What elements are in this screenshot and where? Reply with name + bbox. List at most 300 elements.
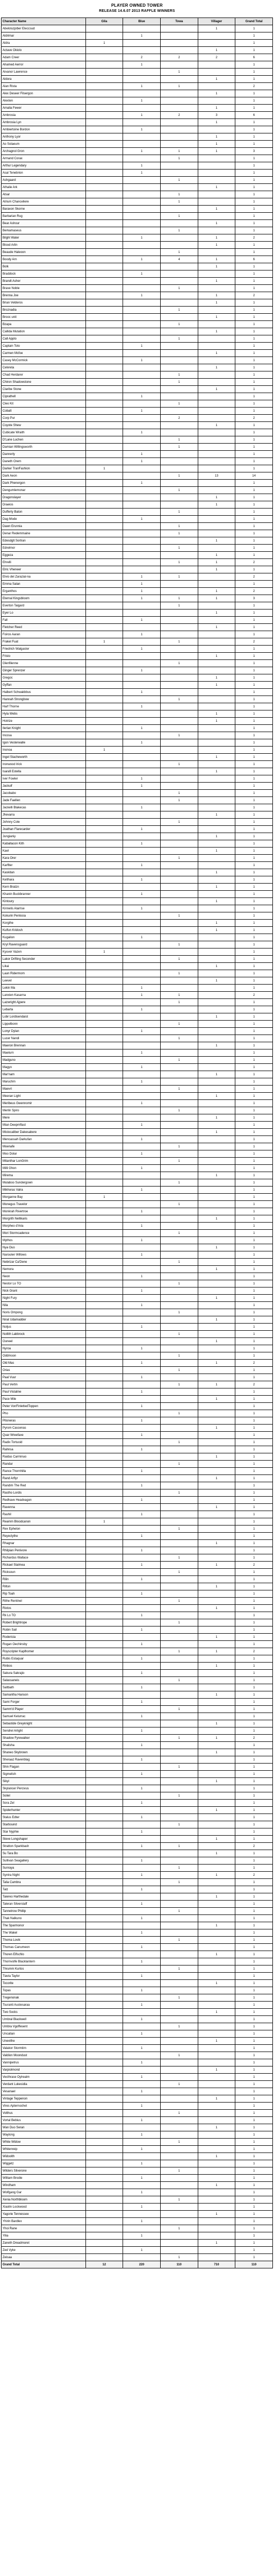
- cell-villager: [198, 357, 235, 364]
- cell-gila: [85, 371, 123, 379]
- table-row: [2, 609, 273, 617]
- cell-grand-total: 1: [235, 2146, 273, 2153]
- table-row: [2, 242, 273, 249]
- table-row: [2, 1764, 273, 1771]
- cell-blue: 1: [123, 1872, 161, 1879]
- table-row: [2, 1475, 273, 1482]
- cell-gila: [85, 2059, 123, 2066]
- cell-villager: [198, 509, 235, 516]
- cell-blue: [123, 379, 161, 386]
- cell-grand-total: 1: [235, 379, 273, 386]
- cell-character-name: Lazwright Ajpere: [2, 999, 86, 1006]
- cell-character-name: D'Lane Luchen: [2, 436, 86, 444]
- cell-towa: 1: [160, 2167, 198, 2175]
- cell-gila: [85, 2232, 123, 2240]
- table-row: [2, 1468, 273, 1475]
- cell-villager: 1: [198, 1836, 235, 1843]
- cell-character-name: Halbert Schwakbbus: [2, 689, 86, 696]
- cell-grand-total: 1: [235, 1446, 273, 1453]
- cell-character-name: Gyffan: [2, 682, 86, 689]
- cell-gila: [85, 177, 123, 184]
- cell-villager: [198, 530, 235, 537]
- grand-total-gila: 12: [85, 2261, 123, 2268]
- cell-gila: [85, 1800, 123, 1807]
- table-body: [2, 25, 273, 2261]
- table-row: [2, 494, 273, 501]
- cell-towa: [160, 1800, 198, 1807]
- cell-blue: 1: [123, 1843, 161, 1850]
- cell-villager: [198, 1497, 235, 1504]
- table-row: [2, 1569, 273, 1576]
- cell-blue: [123, 1172, 161, 1179]
- cell-gila: [85, 1828, 123, 1836]
- cell-grand-total: 1: [235, 2117, 273, 2124]
- cell-villager: [198, 2117, 235, 2124]
- cell-villager: 1: [198, 119, 235, 126]
- cell-character-name: Randar: [2, 1461, 86, 1468]
- table-row: [2, 162, 273, 170]
- cell-towa: [160, 674, 198, 682]
- cell-blue: [123, 2153, 161, 2160]
- cell-character-name: Joathan Flarecarder: [2, 826, 86, 833]
- table-row: [2, 1028, 273, 1035]
- cell-character-name: Maelurn: [2, 1049, 86, 1057]
- cell-gila: [85, 1439, 123, 1446]
- cell-gila: [85, 1562, 123, 1569]
- cell-villager: [198, 992, 235, 999]
- cell-grand-total: 1: [235, 833, 273, 840]
- cell-villager: 1: [198, 501, 235, 509]
- cell-villager: [198, 1078, 235, 1086]
- cell-villager: [198, 480, 235, 487]
- cell-character-name: Verdant Lukesidia: [2, 2081, 86, 2088]
- cell-villager: [198, 2247, 235, 2254]
- cell-grand-total: 1: [235, 530, 273, 537]
- cell-character-name: Ahamed Aerror: [2, 61, 86, 69]
- table-row: [2, 1749, 273, 1756]
- cell-grand-total: 1: [235, 2081, 273, 2088]
- cell-grand-total: 1: [235, 631, 273, 638]
- cell-villager: [198, 343, 235, 350]
- cell-towa: 1: [160, 1367, 198, 1374]
- cell-character-name: Saltbath: [2, 1684, 86, 1691]
- cell-towa: [160, 653, 198, 660]
- cell-villager: [198, 1821, 235, 1828]
- table-row: [2, 1280, 273, 1287]
- cell-character-name: Call Applo: [2, 335, 86, 343]
- cell-villager: [198, 1684, 235, 1691]
- cell-character-name: Mere: [2, 1114, 86, 1122]
- cell-character-name: Aldra: [2, 40, 86, 47]
- cell-gila: [85, 819, 123, 826]
- table-row: [2, 1684, 273, 1691]
- table-row: [2, 1814, 273, 1821]
- cell-blue: [123, 1922, 161, 1929]
- cell-grand-total: 1: [235, 40, 273, 47]
- cell-villager: 1: [198, 1295, 235, 1302]
- cell-gila: [85, 1771, 123, 1778]
- cell-towa: [160, 1720, 198, 1727]
- cell-character-name: Quar Wreefaxe: [2, 1432, 86, 1439]
- cell-grand-total: 1: [235, 1764, 273, 1771]
- cell-gila: [85, 1727, 123, 1735]
- cell-towa: [160, 703, 198, 710]
- cell-character-name: Frakel Fuat: [2, 638, 86, 646]
- cell-villager: 1: [198, 256, 235, 263]
- cell-gila: 1: [85, 465, 123, 472]
- table-row: [2, 335, 273, 343]
- cell-blue: [123, 422, 161, 429]
- cell-character-name: Rixtos: [2, 1605, 86, 1612]
- cell-character-name: Claribe Stone: [2, 386, 86, 393]
- cell-villager: 1: [198, 1071, 235, 1078]
- cell-blue: [123, 2139, 161, 2146]
- cell-towa: [160, 1612, 198, 1619]
- cell-gila: [85, 1814, 123, 1821]
- cell-grand-total: 1: [235, 1641, 273, 1648]
- cell-blue: [123, 1836, 161, 1843]
- cell-gila: [85, 1266, 123, 1273]
- cell-grand-total: 1: [235, 1598, 273, 1605]
- cell-gila: [85, 1295, 123, 1302]
- cell-towa: [160, 1244, 198, 1251]
- cell-towa: [160, 588, 198, 595]
- cell-villager: 1: [198, 2211, 235, 2218]
- cell-gila: [85, 133, 123, 141]
- table-row: [2, 985, 273, 992]
- cell-gila: [85, 1208, 123, 1215]
- cell-towa: [160, 891, 198, 898]
- cell-villager: 1: [198, 1951, 235, 1958]
- cell-villager: [198, 436, 235, 444]
- cell-towa: [160, 170, 198, 177]
- table-row: [2, 1093, 273, 1100]
- table-row: [2, 1316, 273, 1324]
- cell-gila: [85, 1973, 123, 1980]
- cell-villager: 1: [198, 494, 235, 501]
- cell-villager: [198, 855, 235, 862]
- table-row: [2, 1259, 273, 1266]
- cell-blue: [123, 1619, 161, 1626]
- cell-grand-total: 1: [235, 1987, 273, 1994]
- table-row: [2, 1576, 273, 1583]
- cell-gila: [85, 617, 123, 624]
- cell-gila: 1: [85, 40, 123, 47]
- cell-grand-total: 1: [235, 2131, 273, 2139]
- cell-character-name: Dag Mode: [2, 516, 86, 523]
- cell-character-name: Thornvolfe Blacklantern: [2, 1958, 86, 1965]
- cell-gila: [85, 1699, 123, 1706]
- table-row: [2, 1756, 273, 1764]
- cell-gila: [85, 833, 123, 840]
- cell-grand-total: 1: [235, 696, 273, 703]
- cell-grand-total: 1: [235, 876, 273, 884]
- cell-gila: [85, 307, 123, 314]
- cell-grand-total: 1: [235, 69, 273, 76]
- cell-gila: [85, 775, 123, 783]
- cell-villager: [198, 1526, 235, 1533]
- cell-towa: [160, 1360, 198, 1367]
- cell-gila: [85, 472, 123, 480]
- cell-gila: [85, 1374, 123, 1381]
- cell-grand-total: 1: [235, 1244, 273, 1251]
- cell-towa: 1: [160, 1107, 198, 1114]
- table-row: [2, 1251, 273, 1259]
- cell-towa: [160, 465, 198, 472]
- cell-villager: [198, 1973, 235, 1980]
- cell-grand-total: 1: [235, 1626, 273, 1634]
- cell-character-name: Skylancer Percivus: [2, 1785, 86, 1792]
- cell-grand-total: 1: [235, 516, 273, 523]
- table-row: [2, 1857, 273, 1865]
- cell-towa: [160, 739, 198, 747]
- cell-towa: 1: [160, 1489, 198, 1497]
- cell-gila: [85, 2052, 123, 2059]
- cell-grand-total: 1: [235, 1583, 273, 1590]
- cell-character-name: Daneth Orem: [2, 458, 86, 465]
- cell-gila: [85, 364, 123, 371]
- cell-character-name: Mori Stormcadence: [2, 1230, 86, 1237]
- cell-character-name: Elric Vheneer: [2, 566, 86, 573]
- cell-character-name: Brooc unit: [2, 314, 86, 321]
- cell-character-name: Salassaneis: [2, 1677, 86, 1684]
- cell-blue: [123, 855, 161, 862]
- cell-grand-total: 1: [235, 710, 273, 718]
- table-row: [2, 768, 273, 775]
- cell-villager: 1: [198, 1663, 235, 1670]
- cell-grand-total: 1: [235, 1518, 273, 1526]
- cell-grand-total: 1: [235, 1684, 273, 1691]
- cell-towa: [160, 1006, 198, 1013]
- cell-character-name: Ricksoun: [2, 1569, 86, 1576]
- table-row: [2, 862, 273, 869]
- cell-villager: [198, 213, 235, 220]
- cell-towa: [160, 1122, 198, 1129]
- cell-character-name: Whitenreip: [2, 2146, 86, 2153]
- cell-towa: [160, 1684, 198, 1691]
- cell-grand-total: 1: [235, 1129, 273, 1136]
- cell-grand-total: 1: [235, 1086, 273, 1093]
- cell-villager: [198, 2045, 235, 2052]
- cell-character-name: Ehrelli: [2, 559, 86, 566]
- cell-gila: [85, 1093, 123, 1100]
- cell-towa: 1: [160, 321, 198, 328]
- cell-blue: 1: [123, 458, 161, 465]
- cell-gila: [85, 1475, 123, 1482]
- table-row: [2, 1107, 273, 1114]
- table-row: [2, 2247, 273, 2254]
- cell-villager: [198, 1886, 235, 1893]
- cell-grand-total: 1: [235, 1158, 273, 1165]
- cell-blue: [123, 1425, 161, 1432]
- cell-grand-total: 1: [235, 501, 273, 509]
- cell-villager: 1: [198, 1893, 235, 1901]
- cell-character-name: Meeran Light: [2, 1093, 86, 1100]
- cell-gila: [85, 328, 123, 335]
- cell-villager: [198, 703, 235, 710]
- cell-blue: [123, 1965, 161, 1973]
- cell-towa: [160, 1273, 198, 1280]
- cell-blue: 1: [123, 1403, 161, 1410]
- table-row: [2, 1230, 273, 1237]
- table-row: [2, 739, 273, 747]
- cell-grand-total: 1: [235, 393, 273, 400]
- cell-grand-total: 1: [235, 653, 273, 660]
- cell-villager: [198, 1273, 235, 1280]
- cell-blue: [123, 1475, 161, 1482]
- table-row: [2, 1699, 273, 1706]
- table-row: [2, 747, 273, 754]
- table-row: [2, 1706, 273, 1713]
- cell-character-name: Mirema: [2, 1172, 86, 1179]
- cell-towa: 1: [160, 227, 198, 234]
- cell-villager: [198, 1554, 235, 1562]
- cell-character-name: Rex Ephelon: [2, 1526, 86, 1533]
- cell-gila: [85, 1785, 123, 1792]
- cell-gila: [85, 47, 123, 54]
- cell-villager: 1: [198, 299, 235, 307]
- table-row: [2, 76, 273, 83]
- cell-towa: [160, 977, 198, 985]
- cell-villager: [198, 1251, 235, 1259]
- cell-gila: [85, 170, 123, 177]
- cell-villager: 1: [198, 141, 235, 148]
- cell-gila: [85, 25, 123, 32]
- cell-character-name: Thoma Lovik: [2, 1937, 86, 1944]
- cell-grand-total: 1: [235, 444, 273, 451]
- cell-towa: 1: [160, 2139, 198, 2146]
- cell-grand-total: 1: [235, 1309, 273, 1316]
- cell-blue: [123, 1071, 161, 1078]
- table-row: [2, 1143, 273, 1150]
- cell-towa: 1: [160, 999, 198, 1006]
- cell-villager: [198, 2196, 235, 2204]
- column-header-gila: Gila: [85, 18, 123, 25]
- cell-blue: [123, 1381, 161, 1388]
- cell-villager: [198, 646, 235, 653]
- cell-villager: [198, 1994, 235, 2002]
- table-row: [2, 1309, 273, 1316]
- cell-grand-total: 1: [235, 220, 273, 227]
- grand-total-blue: 220: [123, 2261, 161, 2268]
- cell-grand-total: 1: [235, 1071, 273, 1078]
- cell-blue: 1: [123, 1511, 161, 1518]
- cell-towa: [160, 2160, 198, 2167]
- cell-villager: [198, 667, 235, 674]
- cell-grand-total: 1: [235, 1179, 273, 1187]
- cell-towa: [160, 2240, 198, 2247]
- winners-table: [1, 18, 273, 2268]
- grand-total-label: Grand Total: [2, 2261, 86, 2268]
- cell-gila: [85, 415, 123, 422]
- cell-character-name: Monkrah Rivertroe: [2, 1208, 86, 1215]
- cell-towa: 1: [160, 1309, 198, 1316]
- cell-villager: [198, 126, 235, 133]
- table-row: [2, 436, 273, 444]
- cell-blue: [123, 927, 161, 934]
- cell-towa: [160, 1605, 198, 1612]
- cell-grand-total: 1: [235, 920, 273, 927]
- cell-villager: [198, 1626, 235, 1634]
- cell-grand-total: 1: [235, 855, 273, 862]
- cell-villager: [198, 249, 235, 256]
- cell-villager: [198, 1468, 235, 1475]
- cell-villager: [198, 1742, 235, 1749]
- cell-gila: [85, 891, 123, 898]
- table-row: [2, 2175, 273, 2182]
- table-row: [2, 999, 273, 1006]
- cell-character-name: Rahnsa: [2, 1446, 86, 1453]
- table-row: [2, 379, 273, 386]
- cell-towa: [160, 2117, 198, 2124]
- cell-blue: [123, 1093, 161, 1100]
- cell-gila: [85, 278, 123, 285]
- cell-villager: 1: [198, 1562, 235, 1569]
- cell-character-name: Arthur Legendary: [2, 162, 86, 170]
- cell-blue: 1: [123, 1547, 161, 1554]
- cell-gila: [85, 184, 123, 191]
- cell-blue: [123, 1980, 161, 1987]
- cell-blue: 1: [123, 905, 161, 912]
- cell-blue: 1: [123, 126, 161, 133]
- cell-character-name: Edrelmor: [2, 545, 86, 552]
- cell-towa: [160, 1338, 198, 1345]
- cell-gila: [85, 855, 123, 862]
- cell-towa: [160, 105, 198, 112]
- cell-towa: [160, 1446, 198, 1453]
- cell-character-name: Athalie Ark: [2, 184, 86, 191]
- cell-towa: [160, 1078, 198, 1086]
- table-row: [2, 1778, 273, 1785]
- cell-blue: 1: [123, 1468, 161, 1475]
- table-row: [2, 1800, 273, 1807]
- table-row: [2, 1482, 273, 1489]
- cell-gila: [85, 1915, 123, 1922]
- cell-gila: [85, 1994, 123, 2002]
- table-row: [2, 2088, 273, 2095]
- cell-blue: [123, 660, 161, 667]
- cell-blue: [123, 609, 161, 617]
- cell-character-name: Samantha Hanson: [2, 1691, 86, 1699]
- cell-grand-total: 1: [235, 1540, 273, 1547]
- cell-character-name: Umbral Blackwell: [2, 2016, 86, 2023]
- table-row: [2, 1057, 273, 1064]
- cell-blue: [123, 278, 161, 285]
- cell-grand-total: 1: [235, 1201, 273, 1208]
- cell-blue: 1: [123, 588, 161, 595]
- cell-villager: [198, 1756, 235, 1764]
- cell-blue: 1: [123, 83, 161, 90]
- cell-character-name: Ravenna: [2, 1504, 86, 1511]
- table-row: [2, 624, 273, 631]
- cell-grand-total: 1: [235, 314, 273, 321]
- cell-towa: [160, 1425, 198, 1432]
- cell-character-name: Valakor Stormtirn: [2, 2045, 86, 2052]
- cell-gila: [85, 1316, 123, 1324]
- cell-character-name: Su Tara Bo: [2, 1850, 86, 1857]
- table-row: [2, 1165, 273, 1172]
- cell-villager: [198, 487, 235, 494]
- cell-grand-total: 1: [235, 2139, 273, 2146]
- cell-towa: [160, 2131, 198, 2139]
- cell-towa: [160, 1129, 198, 1136]
- table-row: [2, 581, 273, 588]
- cell-villager: 1: [198, 1396, 235, 1403]
- cell-character-name: Talz: [2, 1886, 86, 1893]
- table-row: [2, 105, 273, 112]
- cell-character-name: Zed Vyke: [2, 2247, 86, 2254]
- cell-blue: [123, 364, 161, 371]
